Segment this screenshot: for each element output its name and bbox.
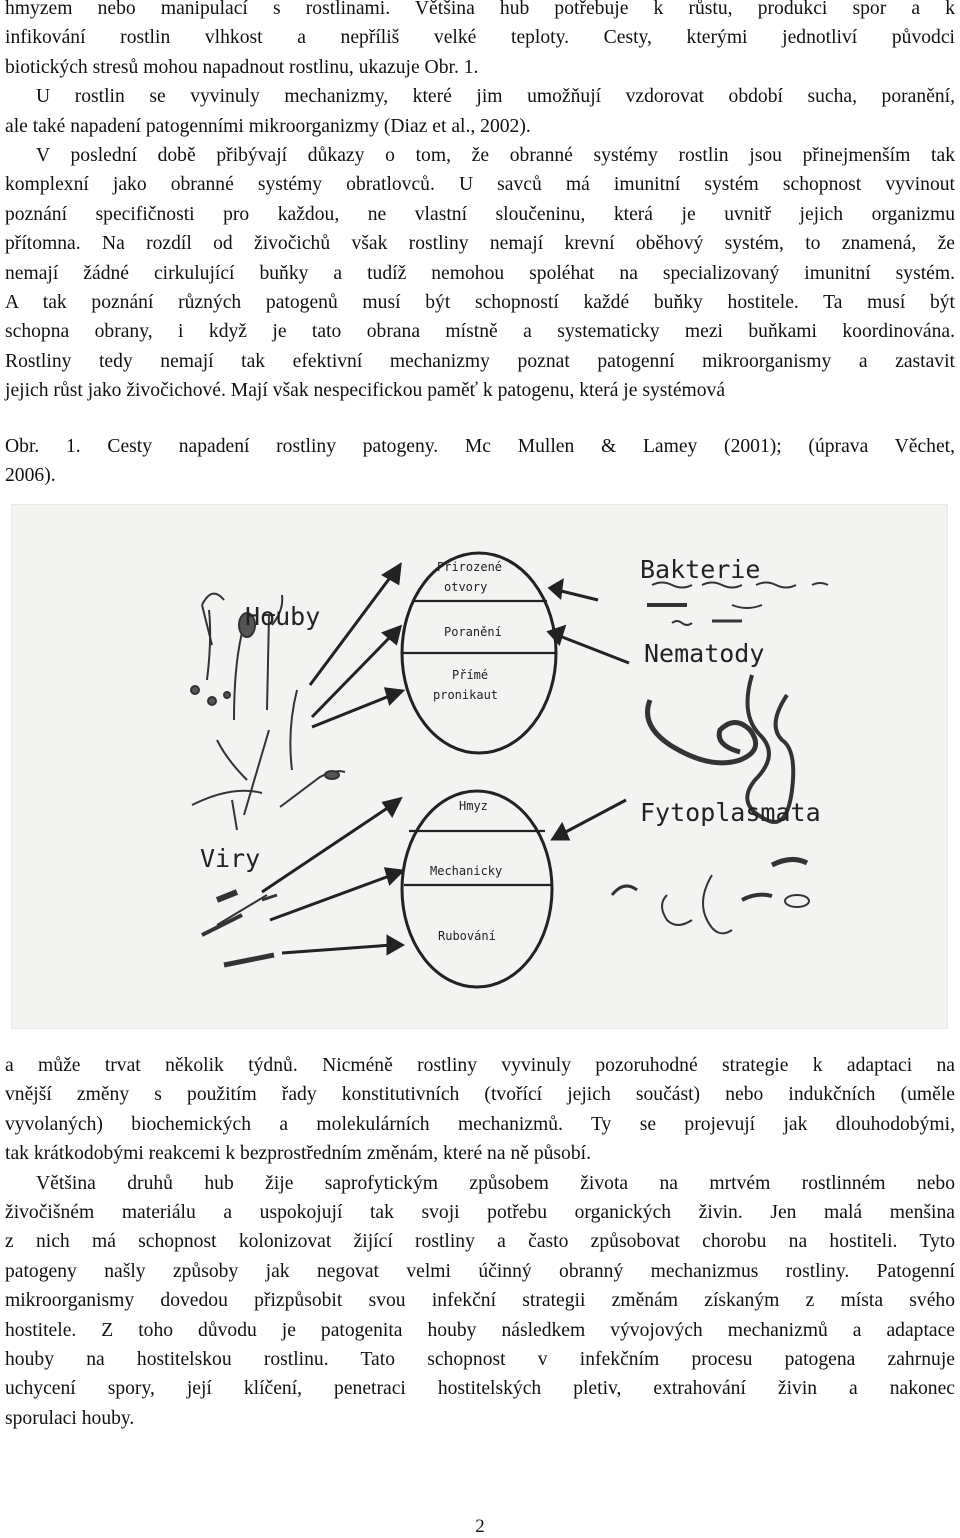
label-prirozene: Přirozené [437,560,503,574]
text-line: z nich má schopnost kolonizovat žijící rostliny a často způsobovat chorobu na hostiteli. Tyto [5,1231,955,1253]
text-line: A tak poznání různých patogenů musí být schopností každé buňky hostitele. Ta musí být [5,291,955,313]
paragraph-top [5,0,955,405]
label-poraneni: Poranění [444,625,502,639]
text-line: nemají žádné cirkulující buňky a tudíž nemohou spoléhat na specializovaný imunitní systém. [5,262,955,284]
paragraph-bottom [5,1051,955,1433]
ellipse-lower [402,791,552,987]
text-line: Většina druhů hub žije saprofytickým způsobem života na mrtvém rostlinném nebo [36,1172,955,1194]
caption-line: Obr. 1. Cesty napadení rostliny patogeny. Mc Mullen & Lamey (2001); (úprava Věchet, [5,436,955,457]
text-line: infikování rostlin vlhkost a nepříliš velké teploty. Cesty, kterými jednotliví původci [5,27,955,49]
label-otvory: otvory [444,580,488,594]
text-line: přítomna. Na rozdíl od živočichů však rostliny nemají krevní oběhový systém, to znamená, že [5,233,955,255]
figure-pathogen-pathways [11,504,948,1029]
diagram-svg [12,505,947,1028]
text-line: sporulaci houby. [5,1407,135,1429]
label-hmyz: Hmyz [459,799,488,813]
label-fytoplasmata: Fytoplasmata [640,798,821,827]
figure-caption [5,432,955,491]
text-line: a může trvat několik týdnů. Nicméně rostliny vyvinuly pozoruhodné strategie k adaptaci na [5,1055,955,1076]
text-line: ale také napadení patogenními mikroorganizmy (Diaz et al., 2002). [5,115,531,137]
text-line: hostitele. Z toho důvodu je patogenita houby následkem vývojových mechanizmů a adaptace [5,1319,955,1341]
text-line: vnější změny s použitím řady konstitutivních (tvořící jejich součást) nebo indukčních (uměle [5,1084,955,1106]
text-line: mikroorganismy dovedou přizpůsobit svou infekční strategii změnám získaným z místa svého [5,1290,955,1312]
text-line: jejich růst jako živočichové. Mají však nespecifickou paměť k patogenu, která je systémová [5,380,726,402]
caption-line: 2006). [5,465,56,487]
text-line: patogeny našly způsoby jak negovat velmi účinný obranný mechanizmus rostliny. Patogenní [5,1260,955,1282]
text-line: houby na hostitelskou rostlinu. Tato schopnost v infekčním procesu patogena zahrnuje [5,1348,955,1370]
label-prime: Přímé [452,668,489,682]
label-bakterie: Bakterie [640,555,761,584]
label-viry: Viry [200,844,261,873]
text-line: Rostliny tedy nemají tak efektivní mechanizmy poznat patogenní mikroorganismy a zastavit [5,350,955,372]
page-number: 2 [475,1516,485,1537]
text-line: hmyzem nebo manipulací s rostlinami. Většina hub potřebuje k růstu, produkci spor a k [5,0,955,19]
text-line: živočišném materiálu a uspokojují tak svoji potřebu organických živin. Jen malá menšina [5,1201,955,1223]
text-line: tak krátkodobými reakcemi k bezprostředním změnám, které na ně působí. [5,1143,591,1165]
text-line: U rostlin se vyvinuly mechanizmy, které jim umožňují vzdorovat období sucha, poranění, [36,86,955,108]
text-line: schopna obrany, i když je tato obrana místně a systematicky mezi buňkami koordinována. [5,321,955,343]
text-line: uchycení spory, její klíčení, penetraci hostitelských pletiv, extrahování živin a nakonec [5,1378,955,1400]
label-rubovani: Rubování [438,929,496,943]
text-line: komplexní jako obranné systémy obratlovců. U savců má imunitní systém schopnost vyvinout [5,174,955,196]
label-pronikaut: pronikaut [433,688,499,702]
text-line: vyvolaných) biochemických a molekulárních mechanizmů. Ty se projevují jak dlouhodobými, [5,1113,955,1135]
text-line: V poslední době přibývají důkazy o tom, že obranné systémy rostlin jsou přinejmenším tak [36,144,955,166]
label-mechanicky: Mechanicky [430,864,503,878]
label-houby: Houby [245,602,321,631]
text-line: poznání specifičnosti pro každou, ne vlastní sloučeninu, která je uvnitř jejich organizmu [5,203,955,225]
text-line: biotických stresů mohou napadnout rostlinu, ukazuje Obr. 1. [5,56,479,78]
label-nematody: Nematody [644,639,765,668]
